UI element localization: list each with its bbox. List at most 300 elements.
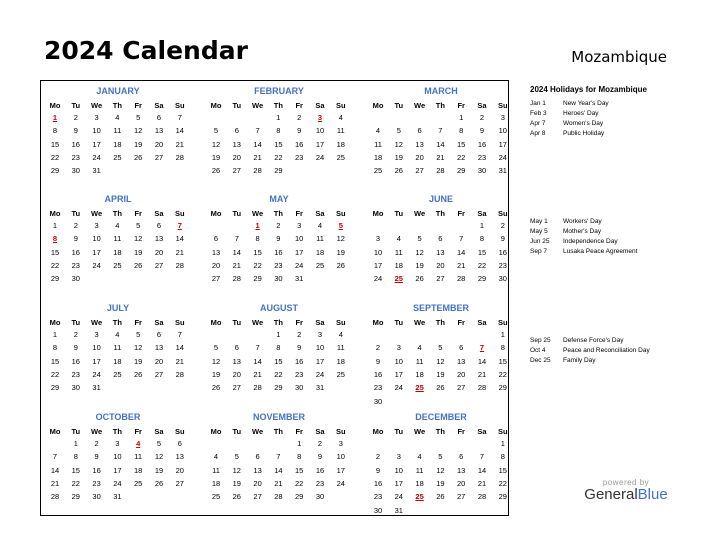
- day-cell: 27: [415, 166, 424, 176]
- day-cell: 11: [316, 234, 324, 244]
- day-cell: 3: [396, 452, 401, 462]
- month-name: FEBRUARY: [254, 86, 304, 96]
- day-cell: 11: [415, 356, 424, 366]
- day-cell: 14: [457, 247, 466, 257]
- day-cell: 5: [234, 452, 239, 462]
- day-cell: 27: [457, 383, 466, 393]
- day-cell: 20: [436, 260, 445, 270]
- day-cell: 9: [276, 234, 281, 244]
- day-cell: 28: [175, 369, 184, 379]
- day-cell: 29: [50, 383, 60, 393]
- day-cell: 15: [498, 356, 507, 366]
- day-cell: 7: [177, 113, 182, 122]
- holiday-day: 7: [177, 221, 182, 230]
- day-cell: 27: [154, 260, 164, 270]
- day-cell: 27: [232, 383, 241, 393]
- month-name: MARCH: [424, 86, 458, 96]
- weekday-header: Su: [336, 427, 346, 436]
- weekday-header: Mo: [372, 101, 384, 110]
- day-cell: 26: [211, 166, 221, 176]
- holiday-name: Family Day: [563, 357, 596, 364]
- day-cell: 8: [52, 343, 58, 353]
- month-august: [206, 302, 366, 410]
- day-cell: 8: [500, 452, 505, 462]
- day-cell: 22: [274, 369, 283, 379]
- holiday-name: Lusaka Peace Agreement: [563, 248, 638, 255]
- day-cell: 5: [396, 126, 401, 136]
- month-name: OCTOBER: [95, 412, 141, 422]
- day-cell: 31: [113, 492, 122, 502]
- weekday-header: Su: [498, 427, 508, 436]
- day-cell: 29: [498, 492, 507, 502]
- day-cell: 11: [212, 465, 220, 475]
- day-cell: 18: [113, 247, 122, 257]
- month-name: JUNE: [428, 194, 453, 204]
- holiday-day: 25: [415, 492, 424, 502]
- weekday-header: Tu: [394, 427, 404, 436]
- month-name: MAY: [269, 194, 289, 204]
- day-cell: 25: [134, 478, 143, 488]
- day-cell: 28: [457, 274, 466, 284]
- holiday-date: Sep 7: [530, 248, 547, 255]
- weekday-header: Fr: [457, 427, 465, 436]
- day-cell: 26: [415, 274, 424, 284]
- day-cell: 29: [71, 492, 80, 502]
- day-cell: 10: [394, 465, 403, 475]
- day-cell: 16: [295, 139, 304, 149]
- weekday-header: Fr: [134, 209, 142, 218]
- month-april: [45, 193, 205, 301]
- day-cell: 26: [211, 383, 221, 393]
- day-cell: 13: [154, 343, 164, 353]
- day-cell: 19: [436, 369, 445, 379]
- day-cell: 6: [156, 330, 162, 339]
- day-cell: 6: [234, 343, 239, 353]
- holiday-day: 1: [52, 113, 58, 122]
- day-cell: 29: [477, 274, 487, 284]
- day-cell: 15: [71, 465, 80, 475]
- day-cell: 26: [436, 383, 445, 393]
- day-cell: 24: [92, 369, 101, 379]
- day-cell: 16: [498, 247, 507, 257]
- day-cell: 23: [373, 492, 383, 502]
- day-cell: 12: [134, 234, 143, 244]
- day-cell: 20: [457, 478, 466, 488]
- holiday-date: Apr 8: [530, 130, 546, 137]
- day-cell: 18: [415, 478, 424, 488]
- day-cell: 14: [175, 126, 184, 136]
- holiday-day: 25: [415, 383, 424, 393]
- weekday-header: Th: [435, 209, 445, 218]
- holiday-entry: [530, 120, 603, 127]
- day-cell: 30: [315, 492, 325, 502]
- day-cell: 28: [477, 383, 487, 393]
- weekday-header: Sa: [477, 209, 487, 218]
- day-cell: 31: [498, 166, 507, 176]
- day-cell: 29: [50, 166, 60, 176]
- day-cell: 9: [73, 343, 78, 353]
- powered-by-label: powered by: [602, 478, 650, 487]
- weekday-header: Th: [112, 427, 122, 436]
- day-cell: 10: [336, 452, 345, 462]
- weekday-header: Th: [273, 101, 283, 110]
- day-cell: 8: [276, 343, 281, 353]
- day-cell: 28: [232, 274, 241, 284]
- day-cell: 8: [52, 126, 58, 136]
- day-cell: 12: [134, 126, 143, 136]
- day-cell: 18: [211, 478, 221, 488]
- weekday-header: Th: [273, 427, 283, 436]
- weekday-header: Tu: [232, 427, 242, 436]
- day-cell: 27: [253, 492, 262, 502]
- day-cell: 6: [417, 126, 422, 136]
- day-cell: 21: [175, 139, 184, 149]
- day-cell: 30: [295, 383, 304, 393]
- day-cell: 19: [232, 478, 241, 488]
- holiday-entry: [530, 228, 601, 235]
- month-name: JULY: [106, 303, 130, 313]
- day-cell: 24: [295, 260, 304, 270]
- weekday-header: Mo: [210, 209, 222, 218]
- day-cell: 7: [234, 234, 239, 244]
- day-cell: 4: [115, 113, 120, 122]
- day-cell: 13: [154, 126, 164, 136]
- day-cell: 4: [338, 330, 343, 339]
- weekday-header: Sa: [154, 101, 164, 110]
- day-cell: 21: [457, 260, 466, 270]
- day-cell: 27: [154, 369, 164, 379]
- day-cell: 25: [113, 152, 122, 162]
- day-cell: 3: [94, 221, 99, 230]
- day-cell: 6: [213, 234, 219, 244]
- day-cell: 2: [73, 330, 78, 339]
- day-cell: 16: [274, 247, 283, 257]
- day-cell: 6: [156, 113, 162, 122]
- day-cell: 24: [113, 478, 122, 488]
- day-cell: 22: [295, 478, 304, 488]
- weekday-header: Su: [498, 209, 508, 218]
- holiday-name: Mother's Day: [563, 228, 602, 235]
- day-cell: 10: [498, 126, 507, 136]
- holiday-entry: [530, 110, 599, 117]
- month-name: NOVEMBER: [252, 412, 305, 422]
- day-cell: 10: [394, 356, 403, 366]
- day-cell: 9: [73, 126, 78, 136]
- day-cell: 11: [336, 343, 345, 353]
- weekday-header: Fr: [134, 427, 142, 436]
- day-cell: 5: [156, 439, 162, 448]
- day-cell: 25: [113, 369, 122, 379]
- day-cell: 5: [136, 330, 141, 339]
- day-cell: 13: [211, 247, 221, 257]
- day-cell: 7: [255, 126, 260, 136]
- day-cell: 24: [394, 492, 403, 502]
- day-cell: 4: [317, 221, 323, 230]
- holiday-name: Women's Day: [563, 120, 604, 127]
- month-name: DECEMBER: [415, 412, 467, 422]
- month-january: [45, 85, 205, 193]
- day-cell: 15: [274, 356, 283, 366]
- weekday-header: Fr: [457, 101, 465, 110]
- day-cell: 13: [436, 247, 445, 257]
- day-cell: 26: [134, 260, 143, 270]
- day-cell: 12: [134, 343, 143, 353]
- weekday-header: Th: [435, 101, 445, 110]
- day-cell: 14: [253, 139, 262, 149]
- day-cell: 13: [175, 452, 184, 462]
- day-cell: 8: [297, 452, 302, 462]
- month-march: [368, 85, 528, 193]
- day-cell: 10: [92, 126, 101, 136]
- day-cell: 12: [336, 234, 345, 244]
- day-cell: 13: [253, 465, 262, 475]
- day-cell: 16: [71, 247, 80, 257]
- day-cell: 20: [253, 478, 262, 488]
- day-cell: 18: [113, 139, 122, 149]
- day-cell: 31: [92, 383, 101, 393]
- day-cell: 6: [177, 439, 182, 448]
- day-cell: 5: [136, 221, 141, 230]
- day-cell: 25: [315, 260, 325, 270]
- day-cell: 23: [477, 152, 487, 162]
- day-cell: 15: [498, 465, 507, 475]
- day-cell: 20: [211, 260, 221, 270]
- day-cell: 2: [297, 330, 302, 339]
- day-cell: 29: [50, 274, 60, 284]
- day-cell: 5: [438, 452, 443, 462]
- day-cell: 11: [134, 452, 143, 462]
- day-cell: 21: [253, 152, 262, 162]
- day-cell: 17: [498, 139, 507, 149]
- weekday-header: Mo: [49, 101, 61, 110]
- weekday-header: Mo: [210, 318, 222, 327]
- day-cell: 22: [50, 260, 60, 270]
- weekday-header: Sa: [477, 101, 487, 110]
- day-cell: 13: [415, 139, 424, 149]
- day-cell: 28: [175, 260, 184, 270]
- day-cell: 5: [213, 343, 219, 353]
- weekday-header: We: [91, 101, 103, 110]
- day-cell: 25: [113, 260, 122, 270]
- day-cell: 17: [92, 247, 101, 257]
- day-cell: 1: [500, 330, 505, 339]
- weekday-header: We: [414, 318, 426, 327]
- day-cell: 17: [92, 139, 101, 149]
- day-cell: 30: [71, 274, 80, 284]
- weekday-header: Th: [435, 427, 445, 436]
- day-cell: 21: [477, 369, 487, 379]
- day-cell: 3: [396, 343, 401, 353]
- weekday-header: Mo: [49, 318, 61, 327]
- day-cell: 20: [415, 152, 424, 162]
- day-cell: 15: [477, 247, 487, 257]
- day-cell: 23: [92, 478, 101, 488]
- day-cell: 2: [73, 221, 78, 230]
- day-cell: 24: [315, 152, 325, 162]
- day-cell: 18: [315, 247, 325, 257]
- holiday-date: Jun 25: [530, 238, 550, 245]
- weekday-header: We: [252, 427, 264, 436]
- day-cell: 13: [457, 465, 466, 475]
- day-cell: 27: [457, 492, 466, 502]
- day-cell: 27: [211, 274, 221, 284]
- holiday-entry: [530, 248, 637, 255]
- day-cell: 1: [459, 113, 464, 122]
- weekday-header: Mo: [49, 427, 61, 436]
- day-cell: 20: [175, 465, 184, 475]
- day-cell: 19: [134, 139, 143, 149]
- weekday-header: Sa: [477, 318, 487, 327]
- weekday-header: Fr: [295, 427, 303, 436]
- day-cell: 20: [232, 152, 241, 162]
- day-cell: 28: [253, 383, 262, 393]
- day-cell: 21: [50, 478, 60, 488]
- weekday-header: Tu: [232, 209, 242, 218]
- day-cell: 9: [297, 126, 302, 136]
- day-cell: 14: [477, 465, 487, 475]
- weekday-header: We: [252, 101, 264, 110]
- day-cell: 26: [134, 369, 143, 379]
- day-cell: 17: [373, 260, 383, 270]
- day-cell: 13: [154, 234, 164, 244]
- day-cell: 20: [154, 139, 164, 149]
- day-cell: 5: [213, 126, 219, 136]
- day-cell: 30: [373, 396, 383, 406]
- day-cell: 8: [459, 126, 464, 136]
- holiday-entry: [530, 100, 609, 107]
- day-cell: 9: [94, 452, 99, 462]
- day-cell: 9: [500, 234, 505, 244]
- day-cell: 2: [375, 343, 381, 353]
- weekday-header: Sa: [477, 427, 487, 436]
- day-cell: 3: [94, 330, 99, 339]
- weekday-header: Su: [336, 318, 346, 327]
- weekday-header: We: [414, 101, 426, 110]
- day-cell: 20: [232, 369, 241, 379]
- weekday-header: Sa: [315, 318, 325, 327]
- holidays-title: 2024 Holidays for Mozambique: [530, 85, 647, 94]
- day-cell: 2: [73, 113, 78, 122]
- day-cell: 29: [295, 492, 304, 502]
- day-cell: 19: [415, 260, 424, 270]
- weekday-header: Tu: [394, 101, 404, 110]
- day-cell: 18: [373, 152, 383, 162]
- holiday-entry: [530, 238, 618, 245]
- calendar-grid: [40, 80, 509, 516]
- holiday-entry: [530, 130, 604, 137]
- day-cell: 1: [276, 330, 281, 339]
- day-cell: 19: [436, 478, 445, 488]
- weekday-header: Mo: [210, 101, 222, 110]
- weekday-header: Sa: [315, 101, 325, 110]
- day-cell: 23: [498, 260, 507, 270]
- day-cell: 24: [92, 152, 101, 162]
- day-cell: 22: [477, 260, 487, 270]
- day-cell: 16: [373, 369, 383, 379]
- day-cell: 23: [295, 369, 304, 379]
- day-cell: 23: [315, 478, 325, 488]
- day-cell: 31: [394, 505, 403, 515]
- day-cell: 23: [71, 260, 80, 270]
- holiday-date: May 1: [530, 218, 548, 225]
- day-cell: 28: [50, 492, 60, 502]
- holiday-name: Workers' Day: [563, 218, 602, 225]
- holiday-name: Peace and Reconciliation Day: [563, 347, 650, 354]
- holiday-entry: [530, 357, 596, 364]
- day-cell: 25: [211, 492, 221, 502]
- weekday-header: Fr: [457, 209, 465, 218]
- day-cell: 25: [373, 166, 383, 176]
- day-cell: 29: [274, 166, 283, 176]
- day-cell: 19: [134, 356, 143, 366]
- day-cell: 29: [457, 166, 466, 176]
- day-cell: 2: [94, 439, 99, 448]
- day-cell: 16: [373, 478, 383, 488]
- day-cell: 2: [276, 221, 281, 230]
- day-cell: 7: [438, 126, 443, 136]
- day-cell: 10: [113, 452, 122, 462]
- day-cell: 10: [295, 234, 304, 244]
- day-cell: 24: [373, 274, 383, 284]
- holiday-day: 25: [394, 274, 403, 284]
- day-cell: 10: [92, 343, 101, 353]
- day-cell: 22: [498, 369, 507, 379]
- day-cell: 8: [73, 452, 78, 462]
- holiday-name: Public Holiday: [563, 130, 605, 137]
- day-cell: 5: [438, 343, 443, 353]
- weekday-header: Sa: [315, 209, 325, 218]
- day-cell: 18: [415, 369, 424, 379]
- day-cell: 8: [500, 343, 505, 353]
- weekday-header: Su: [336, 101, 346, 110]
- day-cell: 1: [479, 221, 485, 230]
- day-cell: 18: [336, 356, 345, 366]
- weekday-header: Tu: [71, 209, 81, 218]
- brand-general: General: [584, 486, 638, 503]
- day-cell: 12: [394, 139, 403, 149]
- day-cell: 12: [436, 465, 445, 475]
- month-february: [206, 85, 366, 193]
- day-cell: 14: [175, 234, 184, 244]
- weekday-header: We: [414, 427, 426, 436]
- weekday-header: Fr: [295, 101, 303, 110]
- holiday-day: 4: [136, 439, 141, 448]
- day-cell: 24: [336, 478, 345, 488]
- day-cell: 3: [375, 234, 381, 244]
- day-cell: 25: [336, 152, 345, 162]
- day-cell: 21: [175, 247, 184, 257]
- holiday-date: May 5: [530, 228, 548, 235]
- day-cell: 21: [253, 369, 262, 379]
- day-cell: 16: [71, 139, 80, 149]
- holiday-day: 3: [317, 113, 323, 122]
- day-cell: 26: [232, 492, 241, 502]
- day-cell: 26: [394, 166, 403, 176]
- day-cell: 4: [417, 452, 422, 462]
- day-cell: 11: [394, 247, 403, 257]
- day-cell: 2: [375, 452, 381, 462]
- weekday-header: Tu: [232, 318, 242, 327]
- day-cell: 29: [498, 383, 507, 393]
- day-cell: 10: [92, 234, 101, 244]
- day-cell: 11: [415, 465, 424, 475]
- weekday-header: We: [91, 318, 103, 327]
- day-cell: 30: [71, 383, 80, 393]
- day-cell: 7: [459, 234, 464, 244]
- day-cell: 21: [477, 478, 487, 488]
- day-cell: 21: [274, 478, 283, 488]
- day-cell: 9: [375, 356, 381, 366]
